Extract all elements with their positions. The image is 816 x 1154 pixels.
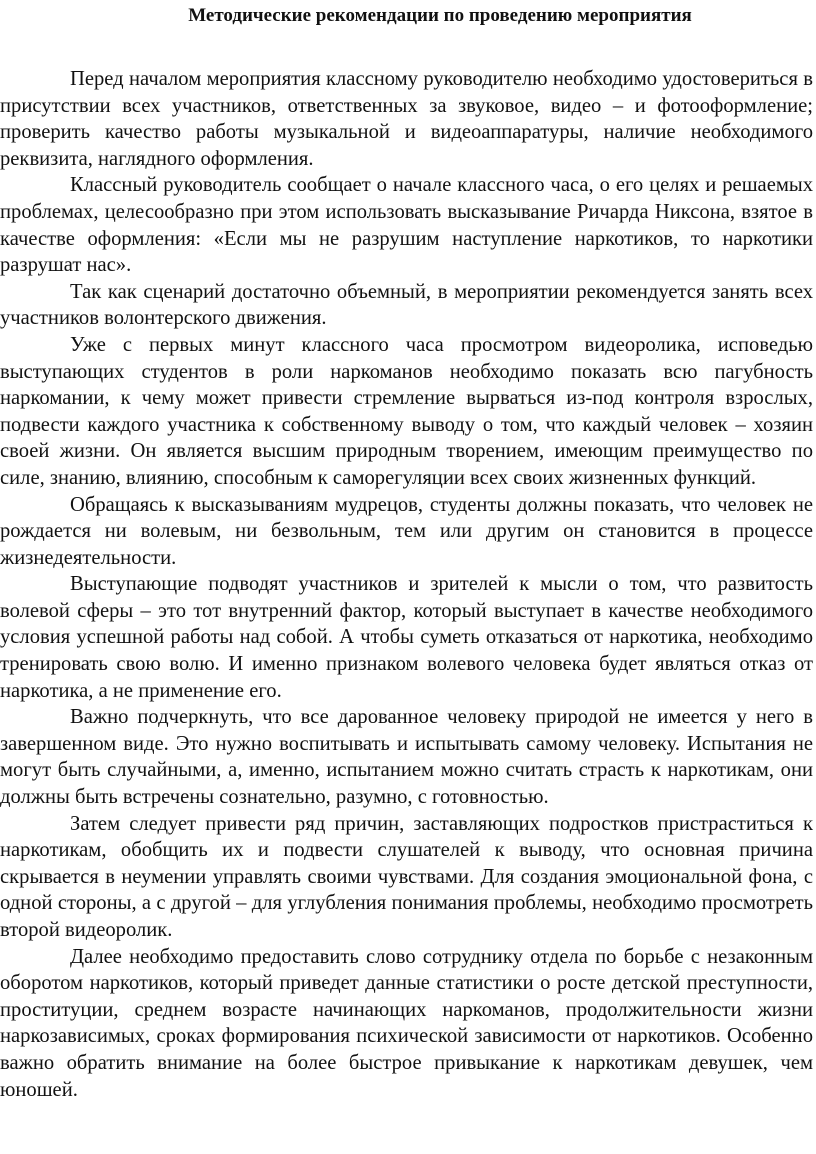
paragraph-2: Классный руководитель сообщает о начале классного часа, о его целях и решаемых проблемах, целесообразно при этом использовать высказывание Ричарда Никсона, взятое в качестве оформления: «Если мы не разрушим наступление наркотиков, то наркотики разрушат нас». [0, 174, 813, 277]
page-title: Методические рекомендации по проведению мероприятия [188, 5, 692, 26]
paragraph-1: Перед началом мероприятия классному руководителю необходимо удостовериться в присутствии всех участников, ответственных за звуковое, видео – и фотооформление; проверить качество работы музыкальной и видеоаппаратуры, наличие необходимого реквизита, наглядного оформления. [0, 68, 813, 170]
paragraph-7: Важно подчеркнуть, что все дарованное человеку природой не имеется у него в завершенном виде. Это нужно воспитывать и испытывать самому человеку. Испытания не могут быть случайными, а, именно, испытанием можно считать страсть к наркотикам, они должны быть встречены сознательно, разумно, с готовностью. [0, 706, 813, 809]
paragraph-5: Обращаясь к высказываниям мудрецов, студенты должны показать, что человек не рождается ни волевым, ни безвольным, тем или другим он становится в процессе жизнедеятельности. [0, 493, 813, 569]
paragraph-8: Затем следует привести ряд причин, заставляющих подростков пристраститься к наркотикам, обобщить их и подвести слушателей к выводу, что основная причина скрывается в неумении управлять своими чувствами. Для создания эмоциональной фона, с одной стороны, а с другой – для углубления понимания проблемы, необходимо просмотреть второй видеоролик. [0, 812, 813, 941]
paragraph-9: Далее необходимо предоставить слово сотруднику отдела по борьбе с незаконным оборотом наркотиков, который приведет данные статистики о росте детской преступности, проституции, среднем возрасте начинающих наркоманов, продолжительности жизни наркозависимых, сроках формирования психической зависимости от наркотиков. Особенно важно обратить внимание на более быстрое привыкание к наркотикам девушек, чем юношей. [0, 945, 813, 1101]
paragraph-4: Уже с первых минут классного часа просмотром видеоролика, исповедью выступающих студентов в роли наркоманов необходимо показать всю пагубность наркомании, к чему может привести стремление вырваться из-под контроля взрослых, подвести каждого участника к собственному выводу о том, что каждый человек – хозяин своей жизни. Он является высшим природным творением, имеющим преимущество по силе, знанию, влиянию, способным к саморегуляции всех своих жизненных функций. [0, 333, 813, 489]
paragraph-3: Так как сценарий достаточно объемный, в мероприятии рекомендуется занять всех участников волонтерского движения. [0, 280, 813, 330]
paragraph-6: Выступающие подводят участников и зрителей к мысли о том, что развитость волевой сферы – это тот внутренний фактор, который выступает в качестве необходимого условия успешной работы над собой. А чтобы суметь отказаться от наркотика, необходимо тренировать свою волю. И именно признаком волевого человека будет являться отказ от наркотика, а не применение его. [0, 573, 813, 702]
document-body [0, 66, 813, 1103]
